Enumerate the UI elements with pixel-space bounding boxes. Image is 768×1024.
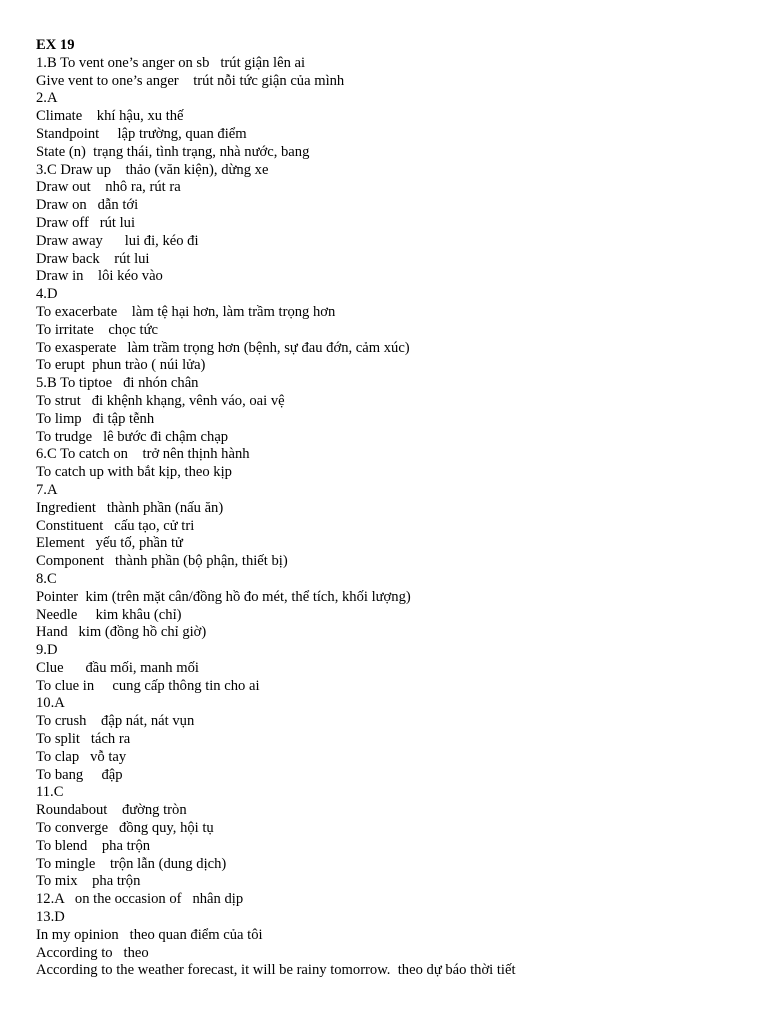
text-line-34: 9.D [36, 642, 58, 659]
text-line-21: To limp đi tập tễnh [36, 410, 155, 427]
text-line-19: 5.B To tiptoe đi nhón chân [36, 375, 199, 392]
text-line-11: Draw away lui đi, kéo đi [36, 232, 199, 249]
text-line-10: Draw off rút lui [36, 214, 136, 231]
text-line-18: To erupt phun trào ( núi lửa) [36, 357, 206, 374]
text-line-50: In my opinion theo quan điểm của tôi [36, 926, 263, 943]
text-line-46: To mingle trộn lẫn (dung dịch) [36, 855, 227, 872]
text-line-3: 2.A [36, 90, 58, 107]
text-line-24: To catch up with bắt kịp, theo kịp [36, 464, 232, 481]
document-body [36, 37, 756, 980]
text-line-44: To converge đồng quy, hội tụ [36, 820, 214, 837]
text-line-12: Draw back rút lui [36, 250, 150, 267]
text-line-9: Draw on dẫn tới [36, 197, 139, 214]
text-line-20: To strut đi khệnh khạng, vênh váo, oai vệ [36, 392, 285, 409]
text-line-23: 6.C To catch on trở nên thịnh hành [36, 446, 250, 463]
text-line-39: To split tách ra [36, 731, 131, 748]
text-line-33: Hand kim (đồng hồ chỉ giờ) [36, 624, 207, 641]
text-line-40: To clap vỗ tay [36, 748, 127, 765]
text-line-2: Give vent to one’s anger trút nỗi tức giận của mình [36, 72, 345, 89]
text-line-14: 4.D [36, 286, 58, 303]
text-line-25: 7.A [36, 481, 58, 498]
text-line-43: Roundabout đường tròn [36, 802, 187, 819]
text-line-8: Draw out nhô ra, rút ra [36, 179, 181, 196]
text-line-38: To crush đập nát, nát vụn [36, 713, 195, 730]
text-line-35: Clue đầu mối, manh mối [36, 659, 199, 676]
text-line-29: Component thành phần (bộ phận, thiết bị) [36, 553, 288, 570]
text-line-27: Constituent cấu tạo, cử tri [36, 517, 195, 534]
text-line-7: 3.C Draw up thảo (văn kiện), dừng xe [36, 161, 269, 178]
exercise-title: EX 19 [36, 37, 75, 53]
text-line-5: Standpoint lập trường, quan điểm [36, 125, 247, 142]
text-line-41: To bang đập [36, 766, 123, 783]
text-line-16: To irritate chọc tức [36, 321, 158, 338]
text-line-48: 12.A on the occasion of nhân dịp [36, 891, 244, 908]
text-line-31: Pointer kim (trên mặt cân/đồng hồ đo mét, thể tích, khối lượng) [36, 588, 411, 605]
text-line-28: Element yếu tố, phần tử [36, 535, 183, 552]
text-line-36: To clue in cung cấp thông tin cho ai [36, 677, 260, 694]
text-line-15: To exacerbate làm tệ hại hơn, làm trầm trọng hơn [36, 303, 336, 320]
text-line-32: Needle kim khâu (chỉ) [36, 606, 182, 623]
text-line-13: Draw in lôi kéo vào [36, 268, 163, 285]
text-line-47: To mix pha trộn [36, 873, 141, 890]
text-line-49: 13.D [36, 909, 65, 926]
text-line-4: Climate khí hậu, xu thế [36, 108, 184, 125]
text-line-37: 10.A [36, 695, 65, 712]
text-line-52: According to the weather forecast, it will be rainy tomorrow. theo dự báo thời tiết [36, 962, 516, 979]
text-line-1: 1.B To vent one’s anger on sb trút giận lên ai [36, 54, 306, 71]
text-line-42: 11.C [36, 784, 64, 801]
text-line-17: To exasperate làm trầm trọng hơn (bệnh, sự đau đớn, cảm xúc) [36, 339, 410, 356]
text-line-45: To blend pha trộn [36, 837, 151, 854]
text-line-6: State (n) trạng thái, tình trạng, nhà nước, bang [36, 143, 310, 160]
text-line-26: Ingredient thành phần (nấu ăn) [36, 499, 224, 516]
text-line-22: To trudge lê bước đi chậm chạp [36, 428, 229, 445]
text-line-30: 8.C [36, 570, 57, 587]
text-line-51: According to theo [36, 944, 149, 961]
